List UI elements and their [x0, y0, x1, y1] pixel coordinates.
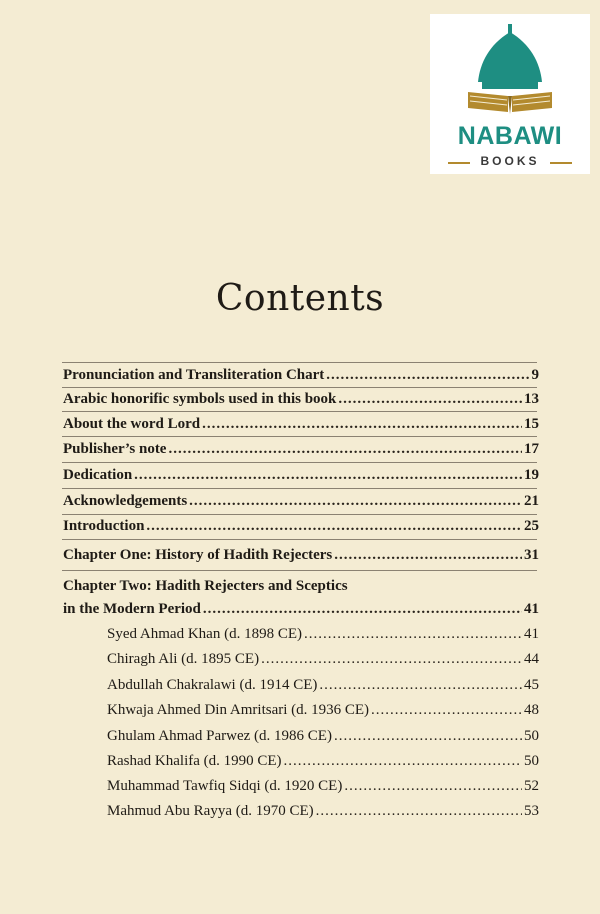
toc-leader-dots [319, 676, 522, 694]
toc-subentry-label: Muhammad Tawfiq Sidqi (d. 1920 CE) [107, 778, 343, 794]
toc-subentry-label: Ghulam Ahmad Parwez (d. 1986 CE) [107, 728, 332, 744]
toc-subentry-page: 50 [524, 728, 539, 744]
toc-entry-label: Dedication [63, 467, 133, 483]
toc-leader-dots [316, 802, 522, 820]
toc-entry-page: 13 [524, 391, 539, 407]
divider [62, 411, 537, 412]
toc-subentry-page: 48 [524, 702, 539, 718]
chapter-two-title-line1[interactable]: Chapter Two: Hadith Rejecters and Sceptics [63, 578, 348, 594]
toc-subentry-page: 50 [524, 753, 539, 769]
toc-leader-dots [284, 752, 522, 770]
toc-leader-dots [134, 466, 522, 484]
publisher-logo [430, 14, 590, 174]
toc-entry-page: 31 [524, 547, 539, 563]
toc-subentry-label: Khwaja Ahmed Din Amritsari (d. 1936 CE) [107, 702, 370, 718]
toc-leader-dots [326, 366, 529, 384]
toc-subentry[interactable] [107, 727, 539, 745]
toc-leader-dots [371, 701, 522, 719]
toc-leader-dots [344, 777, 522, 795]
toc-leader-dots [168, 440, 522, 458]
toc-entry[interactable] [63, 517, 539, 535]
toc-entry-label: Chapter One: History of Hadith Rejecters [63, 547, 333, 563]
toc-entry[interactable] [63, 440, 539, 458]
toc-subentry-label: Rashad Khalifa (d. 1990 CE) [107, 753, 282, 769]
toc-entry[interactable] [63, 390, 539, 408]
toc-entry-page: 21 [524, 493, 539, 509]
toc-leader-dots [189, 492, 522, 510]
divider [62, 436, 537, 437]
toc-entry-chapter-two[interactable] [63, 600, 539, 618]
toc-subentry[interactable] [107, 625, 539, 643]
toc-leader-dots [334, 546, 522, 564]
toc-entry-page: 17 [524, 441, 539, 457]
page-title: Contents [215, 278, 385, 319]
toc-entry[interactable] [63, 546, 539, 564]
toc-entry-label: Publisher’s note [63, 441, 167, 457]
toc-subentry[interactable] [107, 752, 539, 770]
toc-entry[interactable] [63, 366, 539, 384]
toc-entry-page: 15 [524, 416, 539, 432]
toc-entry[interactable] [63, 492, 539, 510]
toc-subentry-label: Abdullah Chakralawi (d. 1914 CE) [107, 677, 318, 693]
divider [62, 488, 537, 489]
toc-entry-label: About the word Lord [63, 416, 201, 432]
toc-subentry-page: 52 [524, 778, 539, 794]
toc-entry-label: Introduction [63, 518, 145, 534]
toc-subentry[interactable] [107, 650, 539, 668]
toc-leader-dots [203, 600, 522, 618]
toc-subentry-page: 53 [524, 803, 539, 819]
logo-divider-right [550, 162, 572, 164]
divider [62, 514, 537, 515]
logo-subtitle: BOOKS [480, 154, 540, 168]
toc-entry[interactable] [63, 466, 539, 484]
toc-subentry-label: Chiragh Ali (d. 1895 CE) [107, 651, 260, 667]
toc-entry-label: Acknowledgements [63, 493, 188, 509]
toc-subentry[interactable] [107, 802, 539, 820]
toc-entry-label: Pronunciation and Transliteration Chart [63, 367, 325, 383]
divider [62, 362, 537, 363]
toc-entry-label: in the Modern Period [63, 601, 201, 617]
toc-subentry-label: Mahmud Abu Rayya (d. 1970 CE) [107, 803, 314, 819]
toc-leader-dots [146, 517, 522, 535]
mosque-book-icon [460, 22, 560, 120]
toc-leader-dots [334, 727, 522, 745]
toc-subentry[interactable] [107, 701, 539, 719]
toc-leader-dots [304, 625, 522, 643]
divider [62, 539, 537, 540]
toc-leader-dots [202, 415, 522, 433]
toc-entry-label: Arabic honorific symbols used in this book [63, 391, 337, 407]
toc-entry[interactable] [63, 415, 539, 433]
toc-subentry-page: 44 [524, 651, 539, 667]
divider [62, 462, 537, 463]
toc-subentry[interactable] [107, 777, 539, 795]
divider [62, 570, 537, 571]
toc-entry-page: 19 [524, 467, 539, 483]
toc-subentry-page: 41 [524, 626, 539, 642]
toc-entry-page: 9 [531, 367, 539, 383]
toc-subentry-label: Syed Ahmad Khan (d. 1898 CE) [107, 626, 302, 642]
logo-wordmark: NABAWI [457, 122, 563, 150]
toc-subentry[interactable] [107, 676, 539, 694]
toc-entry-page: 41 [524, 601, 539, 617]
toc-leader-dots [338, 390, 522, 408]
divider [62, 387, 537, 388]
toc-leader-dots [261, 650, 522, 668]
toc-entry-page: 25 [524, 518, 539, 534]
toc-subentry-page: 45 [524, 677, 539, 693]
